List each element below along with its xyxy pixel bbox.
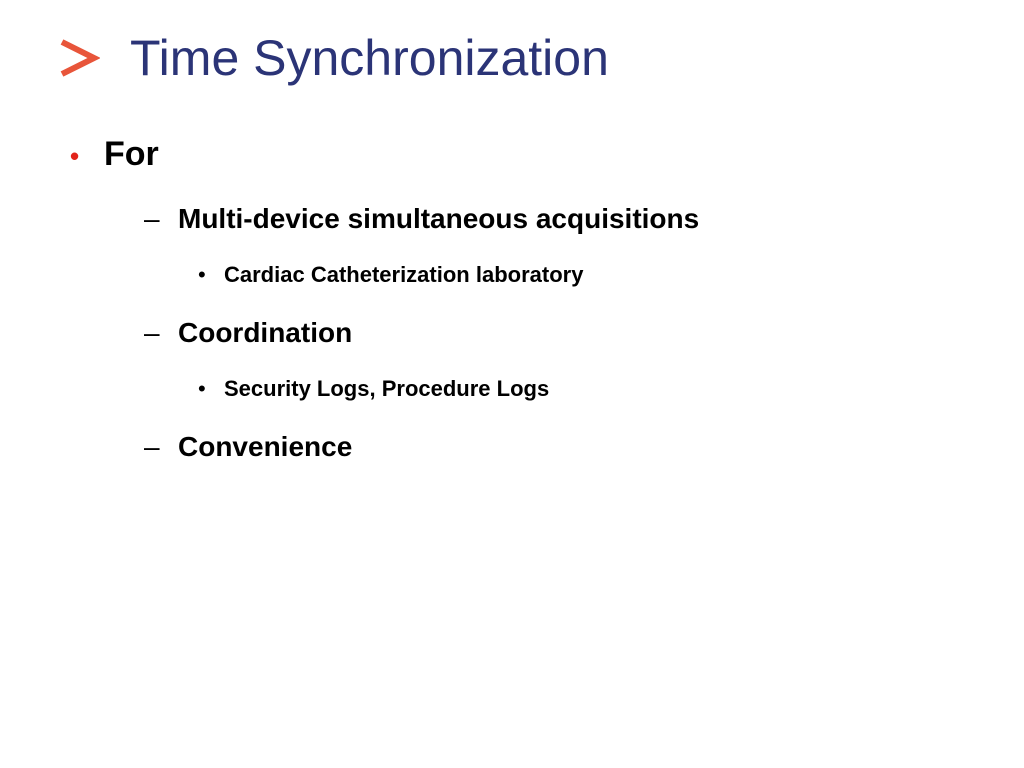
bullet-level2 (144, 203, 699, 235)
bullet-level2 (144, 317, 352, 349)
bullet-text: Convenience (178, 431, 353, 462)
bullet-text: Cardiac Catheterization laboratory (224, 262, 584, 287)
bullet-level3 (198, 262, 583, 288)
bullet-text: For (104, 135, 159, 173)
bullet-marker: • (70, 141, 80, 171)
dash-marker: – (144, 203, 160, 234)
bullet-marker: • (198, 376, 206, 401)
title-row (56, 26, 609, 90)
slide-title: Time Synchronization (130, 30, 609, 86)
chevron-right-icon (56, 36, 100, 80)
bullet-level1 (70, 135, 159, 174)
dash-marker: – (144, 317, 160, 348)
dash-marker: – (144, 431, 160, 462)
bullet-level2 (144, 431, 352, 463)
bullet-level3 (198, 376, 549, 402)
bullet-text: Multi-device simultaneous acquisitions (178, 203, 700, 234)
bullet-text: Security Logs, Procedure Logs (224, 376, 550, 401)
bullet-text: Coordination (178, 317, 353, 348)
bullet-marker: • (198, 262, 206, 287)
